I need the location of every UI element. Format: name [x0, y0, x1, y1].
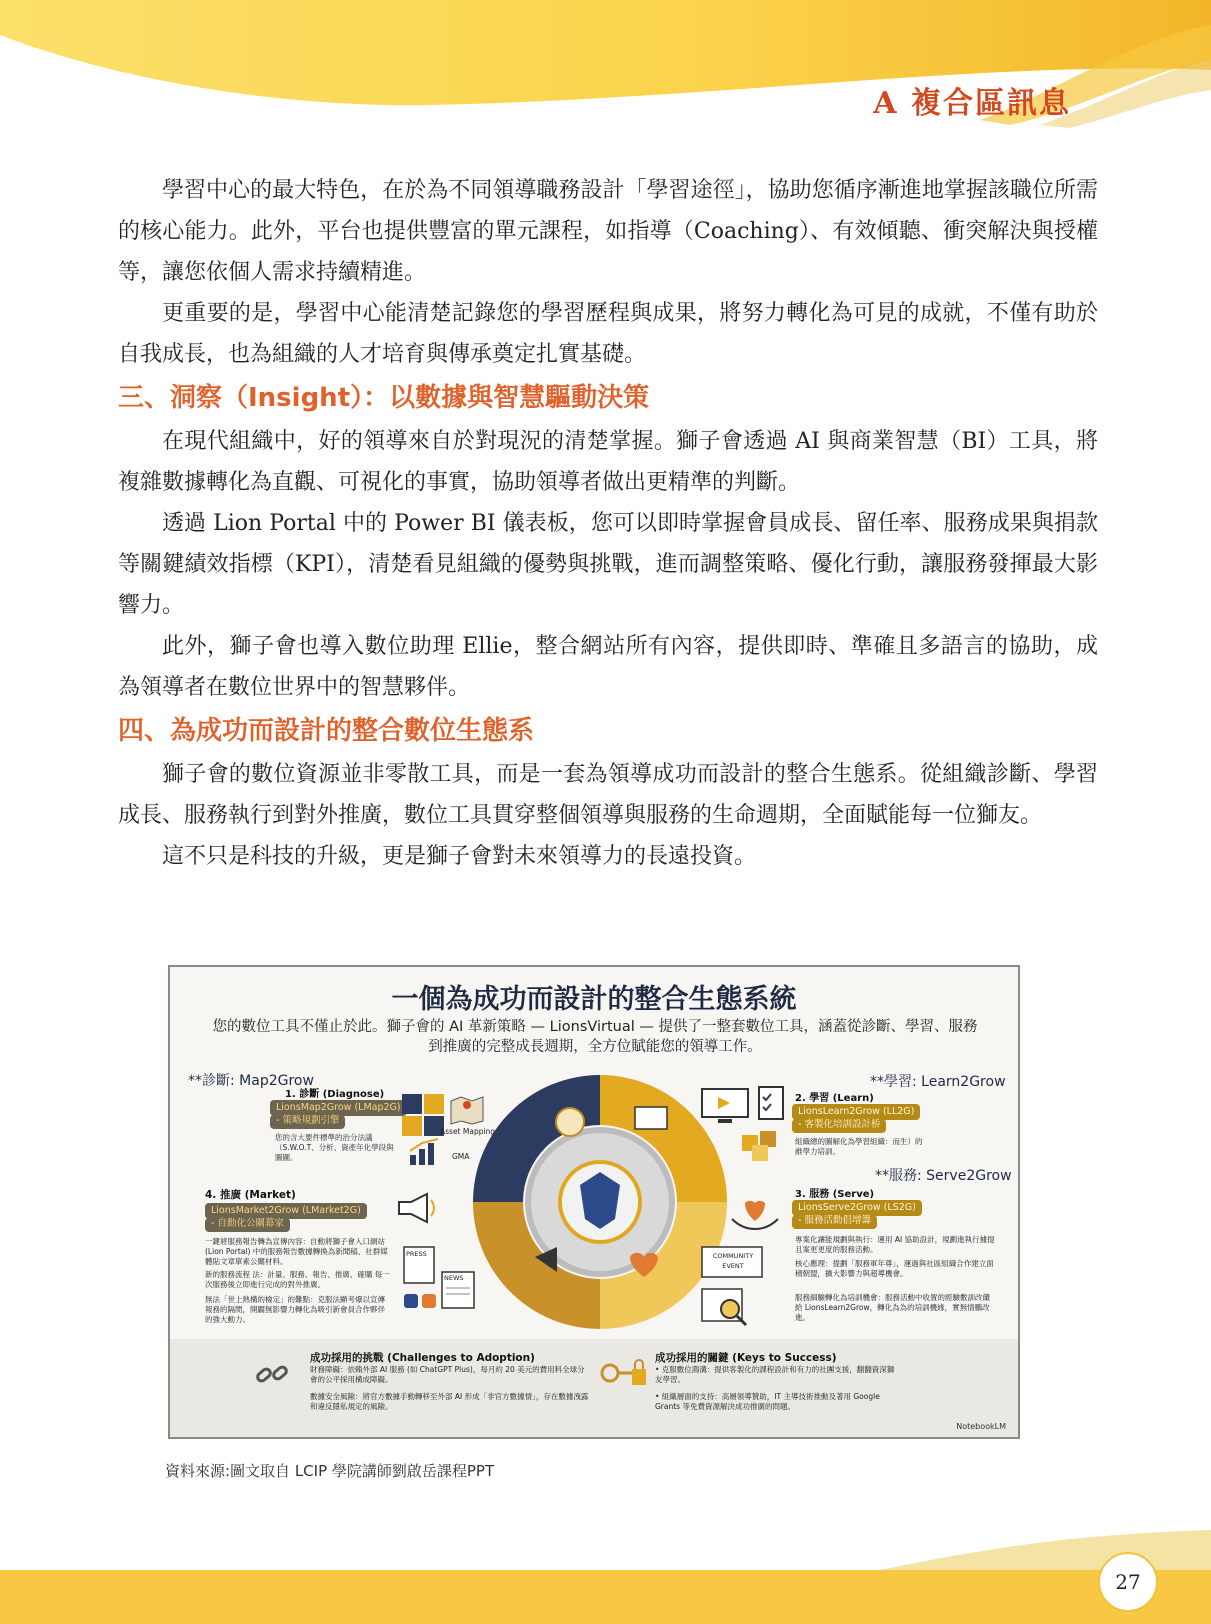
- bottom-band: [170, 1339, 1018, 1439]
- social-icon: [402, 1292, 438, 1312]
- learn-label: **學習: Learn2Grow: [870, 1074, 1006, 1090]
- cycle-wheel: [465, 1067, 735, 1337]
- serve-desc-2: 核心應理：提劃「服務軍年尊」，運過與社區組織合作建立面積朝盟，擴大影響力與超導機會。: [795, 1259, 994, 1278]
- page-number: 27: [1098, 1552, 1158, 1612]
- intro-paragraph-1: 學習中心的最大特色，在於為不同領導職務設計「學習途徑」，協助您循序漸進地掌握該職位所需的核心能力。此外，平台也提供豐富的單元課程，如指導（Coaching）、有效傾聽、衝突解決與授權等，讓您依個人需求持續精進。: [118, 178, 1098, 285]
- serve-stage: 3. 服務 (Serve): [795, 1189, 875, 1200]
- intro-paragraph-2: 更重要的是，學習中心能清楚記錄您的學習歷程與成果，將努力轉化為可見的成就，不僅有助於自我成長，也為組織的人才培育與傳承奠定扎實基礎。: [118, 301, 1098, 367]
- section3-paragraph-3: 此外，獅子會也導入數位助理 Ellie，整合網站所有內容，提供即時、準確且多語言的協助，成為領導者在數位世界中的智慧夥伴。: [118, 634, 1098, 700]
- loudspeaker-icon: [395, 1190, 439, 1226]
- image-caption: 資料來源:圖文取自 LCIP 學院講師劉啟岳課程PPT: [165, 1462, 495, 1480]
- growth-chart-icon: [408, 1137, 442, 1167]
- press-label: PRESS: [406, 1250, 427, 1258]
- key-lock-icon: [600, 1355, 650, 1391]
- market-pill-1: LionsMarket2Grow (LMarket2G): [205, 1203, 367, 1219]
- market-pill-2: - 自動化公關幕家: [205, 1218, 290, 1232]
- puzzle-icon: [740, 1129, 780, 1163]
- serve-label: **服務: Serve2Grow: [875, 1168, 1012, 1184]
- broken-link-icon: [255, 1357, 289, 1391]
- section-tag: A 複合區訊息: [873, 86, 1071, 121]
- market-desc-1: 一鍵將服務報告轉為宣傳內容：自動將獅子會入口網站 (Lion Portal) 中的服務報告數據轉換為新聞稿、社群媒體貼文章單素公關材料。: [205, 1237, 388, 1266]
- browser-icon: [635, 1107, 667, 1129]
- section4-paragraph-1: 獅子會的數位資源並非零散工具，而是一套為領導成功而設計的整合生態系。從組織診斷、學習成長、服務執行到對外推廣，數位工具貫穿整個領導與服務的生命週期，全面賦能每一位獅友。: [118, 762, 1098, 828]
- learn-pill-1: LionsLearn2Grow (LL2G): [792, 1104, 920, 1120]
- section3-paragraph-2: 透過 Lion Portal 中的 Power BI 儀表板，您可以即時掌握會員成長、留任率、服務成果與捐款等關鍵績效指標（KPI），清楚看見組織的優勢與挑戰，進而調整策略、優化行動，讓服務發揮最大影響力。: [118, 511, 1098, 618]
- diagnose-label: **診斷: Map2Grow: [188, 1073, 314, 1089]
- section3-paragraph-1: 在現代組織中，好的領導來自於對現況的清楚掌握。獅子會透過 AI 與商業智慧（BI）工具，將複雜數據轉化為直觀、可視化的事實，協助領導者做出更精準的判斷。: [118, 429, 1098, 495]
- news-label: NEWS: [444, 1274, 464, 1282]
- challenges-item-1: 財務障礙：依賴外部 AI 服務 (如 ChatGPT Plus)，每月約 20 美元的費用料全球分會的公平採用構成障礙。: [310, 1365, 585, 1384]
- infographic: [168, 965, 1020, 1439]
- diagnose-pill-1: LionsMap2Grow (LMap2G): [270, 1100, 407, 1116]
- learn-stage: 2. 學習 (Learn): [795, 1093, 874, 1104]
- keys-item-2: • 組織層面的支持：高層領導贊助，IT 主導技術推動及著用 Google Grants 等免費資源解決成功推廣的問題。: [655, 1392, 880, 1411]
- serve-desc-1: 專案化讓能規劃與執行：運用 AI 協助設計，規劃進執行據提且案更更度的服務活動。: [795, 1235, 995, 1254]
- infographic-subtitle: 您的數位工具不僅止於此。獅子會的 AI 革新策略 — LionsVirtual — 提供了一整套數位工具，涵蓋從診斷、學習、服務到推廣的完整成長週期，全方位賦能您的領導工作。: [212, 1019, 978, 1055]
- section3-heading: 三、洞察（Insight）：以數據與智慧驅動決策: [118, 383, 650, 413]
- asset-mapping-label: Asset Mapping: [440, 1127, 496, 1136]
- learn-desc: 組織總的圖解化為學習組織：而生）的維學力培訓。: [795, 1137, 923, 1156]
- serve-pill-1: LionsServe2Grow (LS2G): [792, 1200, 922, 1216]
- monitor-icon: [700, 1087, 750, 1127]
- footer-banner: [0, 1530, 1211, 1624]
- challenges-item-2: 數據安全風險：將官方數據手動轉移至外部 AI 形成「非官方數據情」，存在數據洩露和違反隱私規定的風險。: [310, 1392, 589, 1411]
- search-checklist-icon: [700, 1287, 750, 1327]
- diagnose-stage: 1. 診斷 (Diagnose): [285, 1089, 385, 1100]
- article-body: [118, 170, 1098, 877]
- keys-title: 成功採用的關鍵 (Keys to Success): [655, 1352, 837, 1364]
- diagnose-pill-2: - 策略規劃引擎: [270, 1115, 345, 1129]
- community-event-label: COMMUNITY EVENT: [712, 1252, 754, 1270]
- market-stage: 4. 推廣 (Market): [205, 1189, 296, 1201]
- section4-heading: 四、為成功而設計的整合數位生態系: [118, 716, 535, 746]
- map-icon: [450, 1095, 484, 1125]
- infographic-title: 一個為成功而設計的整合生態系統: [391, 984, 797, 1015]
- section4-paragraph-2: 這不只是科技的升級，更是獅子會對未來領導力的長遠投資。: [162, 844, 757, 869]
- serve-desc-3: 服務細驗轉化為培訓機會：服務活動中收置的經驗數訓改饋給 LionsLearn2Grow，轉化為為的培訓機緣，實無情鵬改進。: [795, 1293, 990, 1322]
- market-desc-2: 新的服務流程 法：計量、服務、報告、推廣、確購 每一次服務後立即進行完成的對外推廣。: [205, 1270, 390, 1289]
- learn-pill-2: - 客製化培訓設計桥: [792, 1119, 886, 1133]
- diagnose-desc: 您的含大要件標準的治分法議（S.W.O.T、分析、資產年化學段與圖圖。: [275, 1133, 394, 1162]
- checklist-icon: [757, 1085, 785, 1121]
- target-icon: [556, 1108, 584, 1136]
- heart-hands-icon: [730, 1189, 780, 1233]
- notebooklm-credit: NotebookLM: [956, 1422, 1006, 1431]
- serve-pill-2: - 服務活動倡增籌: [792, 1215, 877, 1229]
- challenges-title: 成功採用的挑戰 (Challenges to Adoption): [310, 1352, 535, 1364]
- gma-label: GMA: [452, 1152, 470, 1161]
- market-desc-3: 無法「世上熱構的檢定」的難點：克服法顯考爆以宣傳報務的隔閡，開闢無影響力轉化為吸引新會員合作夥伴的強大動力。: [205, 1295, 385, 1324]
- keys-item-1: • 克服數位鴻溝：提供客製化的課程設計和有力的社團支援，翻翻資深獅友學習。: [655, 1365, 895, 1384]
